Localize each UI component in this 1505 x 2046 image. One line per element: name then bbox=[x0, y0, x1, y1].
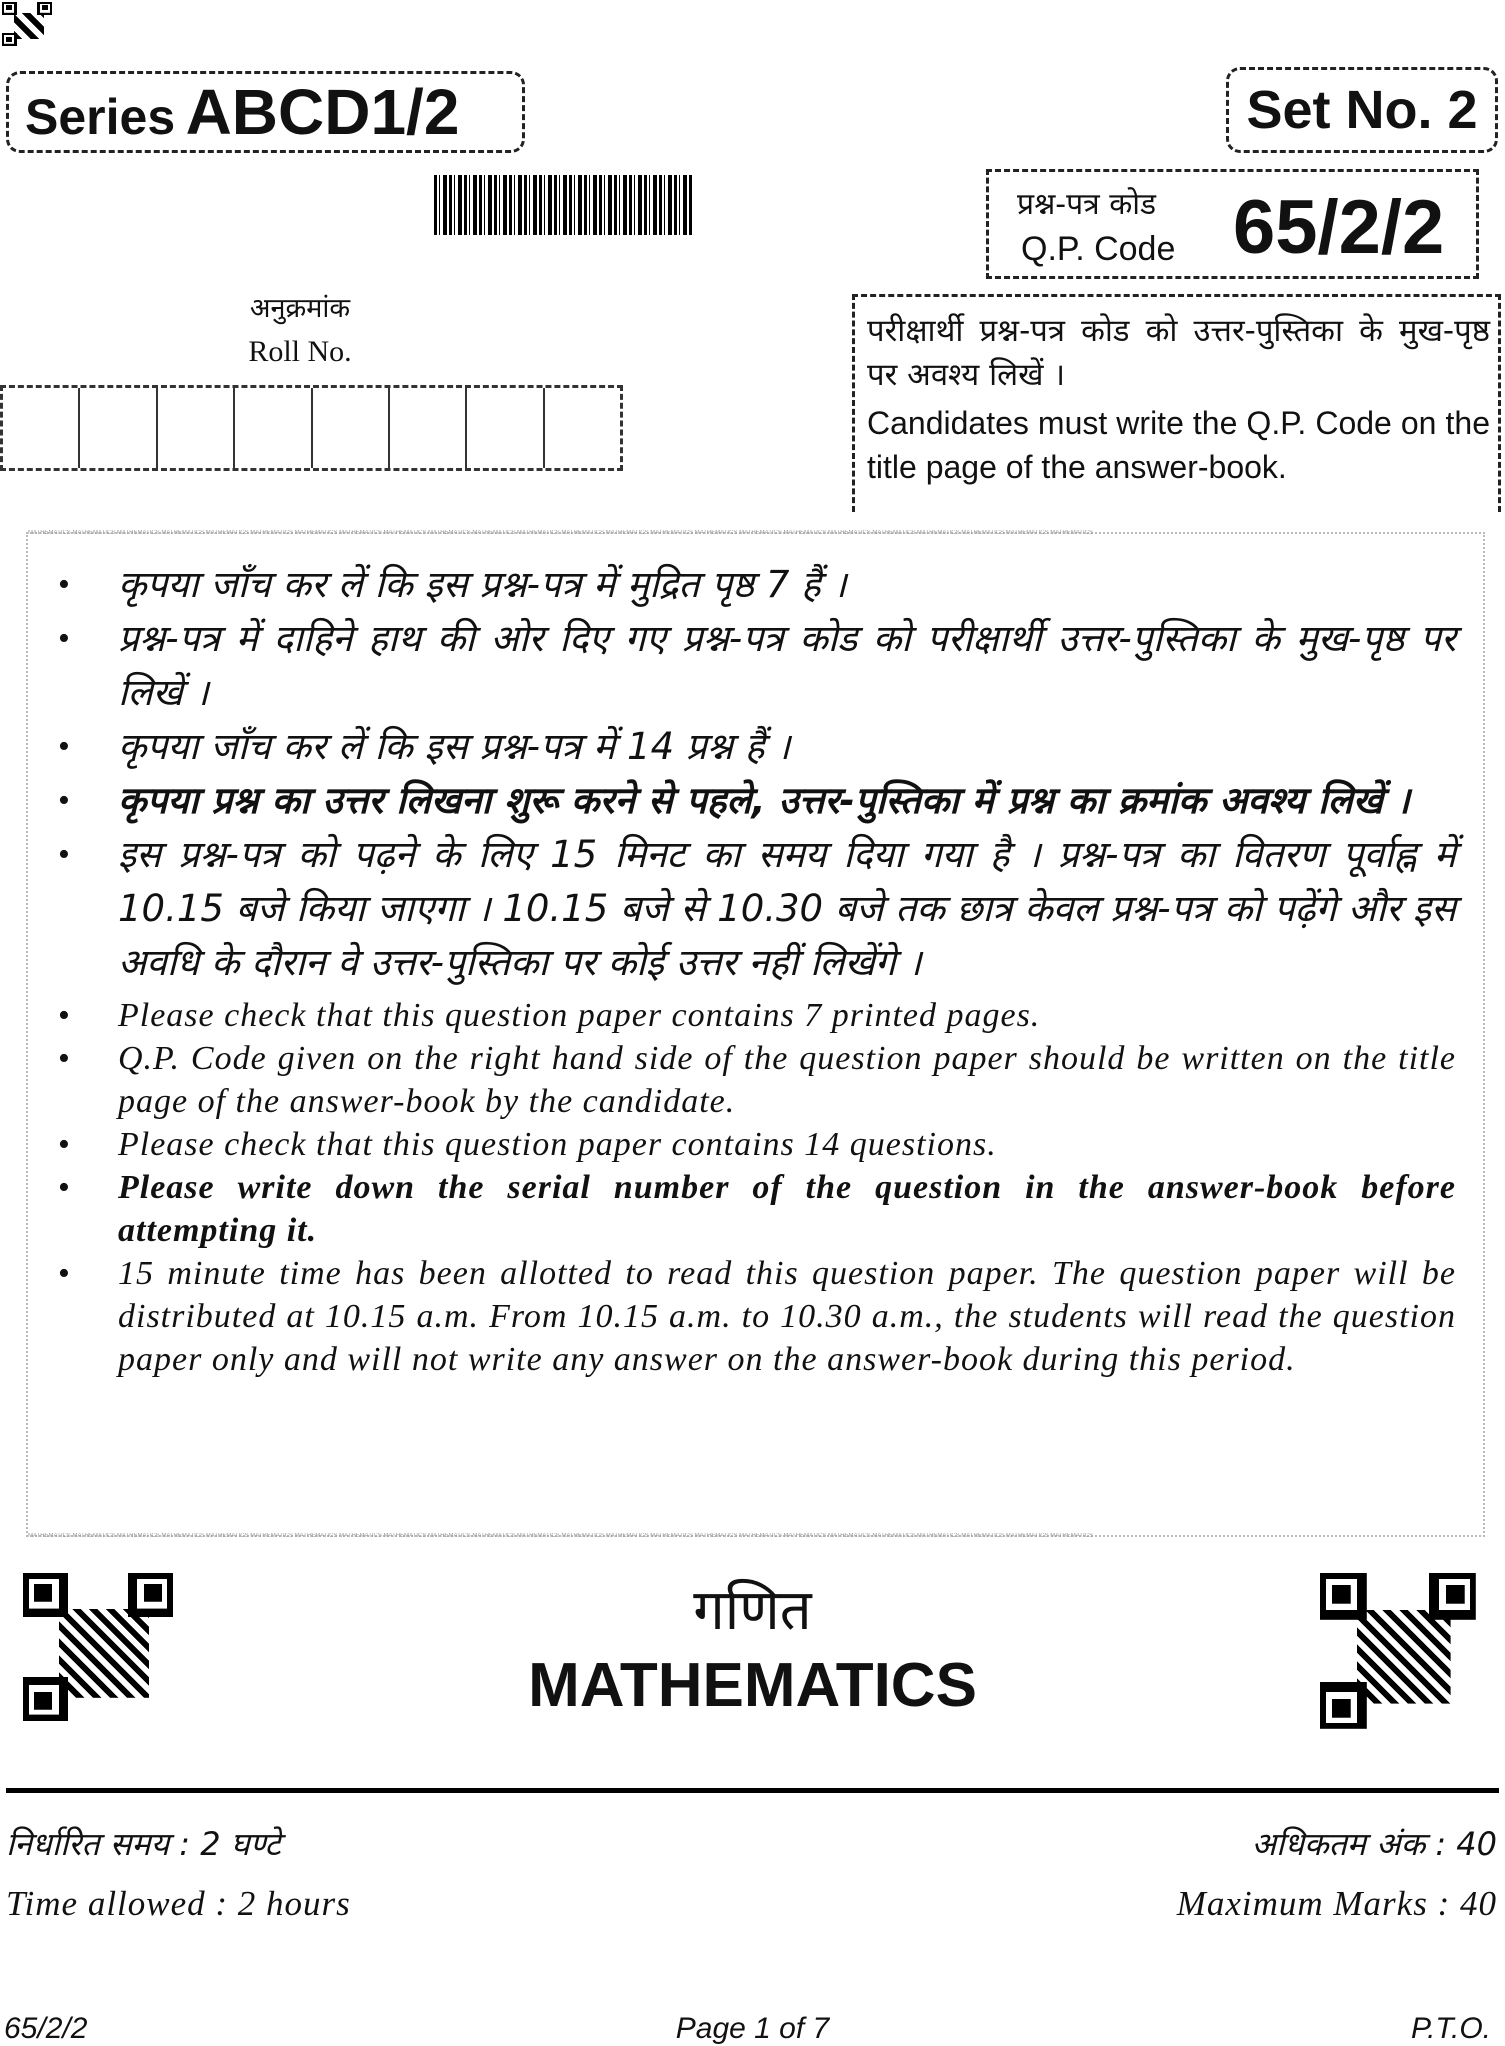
qp-code-label-hi: प्रश्न-पत्र कोड bbox=[1017, 187, 1157, 222]
watermark-top: MATHEMATICS MATHEMATICS MATHEMATICS MATHEMATICS MATHEMATICS MATHEMATICS MATHEMATICS MATHEMATICS MATHEMATICS MATHEMATICS MATHEMATICS MATHEMATICS MATHEMATICS MATHEMATICS MATHEMATICS MATHEMATICS MATHEMATICS MATHEMATICS MATHEMATICS MATHEMATICS MATHEMATICS MATHEMATICS MATHEMATICS MATHEMATICS bbox=[28, 530, 1093, 536]
qp-code-value: 65/2/2 bbox=[1233, 185, 1445, 270]
candidate-note-box bbox=[852, 294, 1501, 512]
bullet-icon: • bbox=[58, 1169, 70, 1206]
bullet-icon: • bbox=[58, 1126, 70, 1163]
instruction-text: कृपया जाँच कर लें कि इस प्रश्न-पत्र में 14 प्रश्न हैं । bbox=[118, 725, 791, 768]
bullet-icon: • bbox=[58, 566, 70, 603]
instruction-item bbox=[58, 1123, 1456, 1166]
footer-page: Page 1 of 7 bbox=[675, 2012, 830, 2045]
instruction-item bbox=[58, 612, 1456, 720]
max-marks-en: Maximum Marks : 40 bbox=[1176, 1884, 1497, 1923]
instruction-item bbox=[58, 720, 1456, 774]
instruction-text: 15 minute time has been allotted to read this question paper. The question paper will be distributed at 10.15 a.m. From 10.15 a.m. to 10.30 a.m., the students will read the question paper only and will not write any answer on the answer-book during this period. bbox=[118, 1255, 1456, 1378]
instruction-text: प्रश्न-पत्र में दाहिने हाथ की ओर दिए गए प्रश्न-पत्र कोड को परीक्षार्थी उत्तर-पुस्तिका के मुख-पृष्ठ पर लिखें । bbox=[118, 617, 1456, 714]
instruction-text: Please write down the serial number of the question in the answer-book before attempting it. bbox=[118, 1169, 1456, 1249]
candidate-note-en: Candidates must write the Q.P. Code on the title page of the answer-book. bbox=[867, 405, 1490, 485]
instruction-text: Q.P. Code given on the right hand side of the question paper should be written on the title page of the answer-book by the candidate. bbox=[118, 1040, 1456, 1120]
divider bbox=[6, 1788, 1499, 1793]
instruction-text: इस प्रश्न-पत्र को पढ़ने के लिए 15 मिनट का समय दिया गया है । प्रश्न-पत्र का वितरण पूर्वाह्न में 10.15 बजे किया जाएगा । 10.15 बजे से 10.30 बजे तक छात्र केवल प्रश्न-पत्र को पढ़ेंगे और इस अवधि के दौरान वे उत्तर-पुस्तिका पर कोई उत्तर नहीं लिखेंगे । bbox=[118, 833, 1456, 984]
roll-number-input[interactable] bbox=[0, 385, 623, 471]
bullet-icon: • bbox=[58, 997, 70, 1034]
time-allowed-en: Time allowed : 2 hours bbox=[6, 1884, 351, 1923]
instruction-item bbox=[58, 1166, 1456, 1252]
series-box bbox=[6, 71, 525, 153]
bullet-icon: • bbox=[58, 620, 70, 657]
instruction-item bbox=[58, 558, 1456, 612]
qr-code-small bbox=[2, 2, 52, 46]
time-allowed-hi: निर्धारित समय : 2 घण्टे bbox=[6, 1825, 281, 1863]
instruction-text: Please check that this question paper contains 14 questions. bbox=[118, 1126, 997, 1163]
bullet-icon: • bbox=[58, 782, 70, 819]
instruction-text: Please check that this question paper contains 7 printed pages. bbox=[118, 997, 1041, 1034]
instruction-item bbox=[58, 828, 1456, 990]
bullet-icon: • bbox=[58, 728, 70, 765]
footer-code: 65/2/2 bbox=[4, 2012, 88, 2045]
footer-pto: P.T.O. bbox=[1410, 2012, 1491, 2045]
bullet-icon: • bbox=[58, 1040, 70, 1077]
instruction-item bbox=[58, 774, 1456, 828]
max-marks-hi: अधिकतम अंक : 40 bbox=[1251, 1825, 1497, 1863]
roll-label-en: Roll No. bbox=[248, 335, 352, 368]
candidate-note-hi: परीक्षार्थी प्रश्न-पत्र कोड को उत्तर-पुस्तिका के मुख-पृष्ठ पर अवश्य लिखें । bbox=[867, 313, 1490, 393]
qp-code-label-en: Q.P. Code bbox=[1021, 230, 1176, 268]
instruction-item bbox=[58, 994, 1456, 1037]
set-number-box bbox=[1226, 67, 1498, 153]
qp-code-box bbox=[986, 169, 1479, 279]
watermark-bottom: MATHEMATICS MATHEMATICS MATHEMATICS MATHEMATICS MATHEMATICS MATHEMATICS MATHEMATICS MATHEMATICS MATHEMATICS MATHEMATICS MATHEMATICS MATHEMATICS MATHEMATICS MATHEMATICS MATHEMATICS MATHEMATICS MATHEMATICS MATHEMATICS MATHEMATICS MATHEMATICS MATHEMATICS MATHEMATICS MATHEMATICS MATHEMATICS bbox=[28, 1533, 1093, 1539]
instruction-text: कृपया प्रश्न का उत्तर लिखना शुरू करने से पहले, उत्तर-पुस्तिका में प्रश्न का क्रमांक अवश्य लिखें । bbox=[118, 779, 1410, 822]
instruction-item bbox=[58, 1252, 1456, 1381]
series-label: Series bbox=[25, 89, 176, 145]
roll-label-hi: अनुक्रमांक bbox=[249, 293, 351, 324]
series-value: ABCD1/2 bbox=[185, 76, 460, 148]
set-number: Set No. 2 bbox=[1246, 80, 1478, 140]
subject-title-en: MATHEMATICS bbox=[528, 1651, 977, 1720]
bullet-icon: • bbox=[58, 1255, 70, 1292]
instruction-item bbox=[58, 1037, 1456, 1123]
instruction-text: कृपया जाँच कर लें कि इस प्रश्न-पत्र में मुद्रित पृष्ठ 7 हैं । bbox=[118, 563, 847, 606]
barcode bbox=[434, 175, 694, 235]
subject-title-hi: गणित bbox=[693, 1578, 812, 1643]
bullet-icon: • bbox=[58, 836, 70, 873]
